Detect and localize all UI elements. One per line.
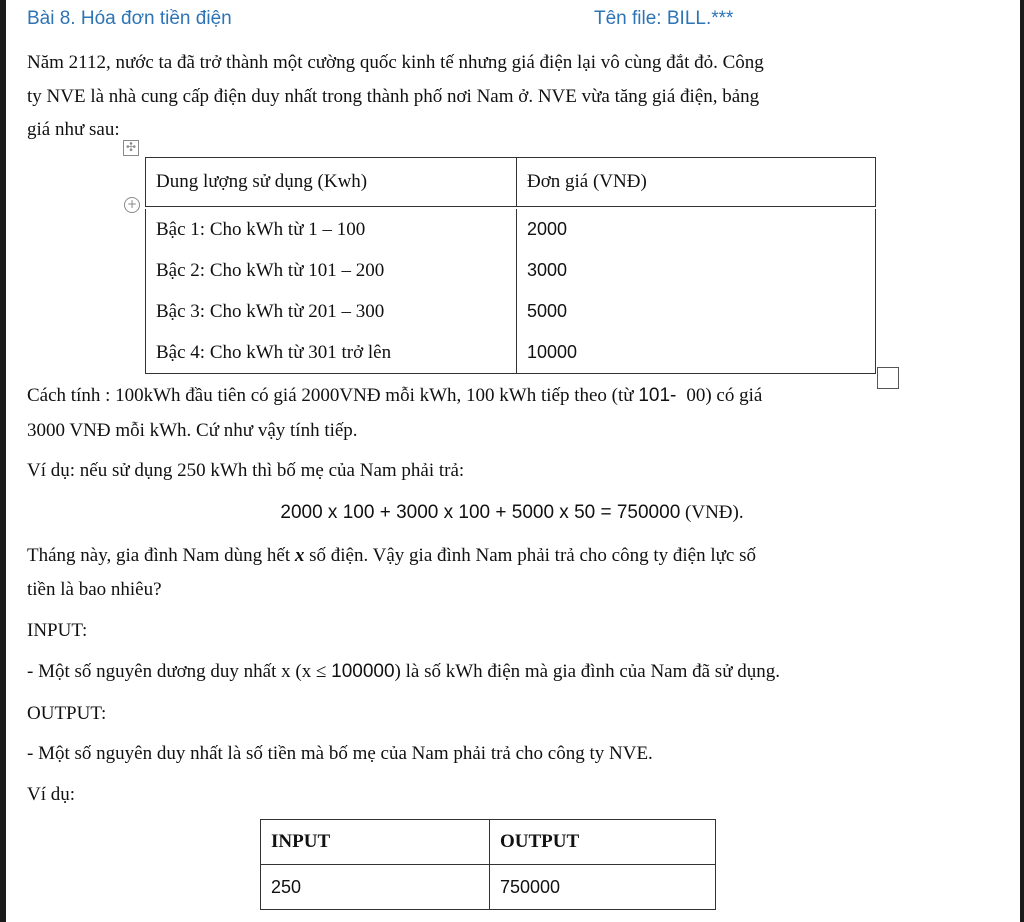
formula-expression: 2000 x 100 + 3000 x 100 + 5000 x 50 = 750000 — [280, 502, 681, 523]
right-border — [1020, 0, 1024, 922]
variable-x: x — [294, 545, 305, 566]
price-table — [145, 157, 876, 374]
move-handle-icon[interactable]: ✣ — [123, 140, 139, 156]
tier-label: Bậc 3: Cho kWh từ 201 – 300 — [146, 291, 517, 332]
calc-line-1 — [27, 379, 762, 413]
input-description: - Một số nguyên dương duy nhất x (x ≤ 100000) là số kWh điện mà gia đình của Nam đã sử dụng. — [27, 661, 781, 682]
question-line-2: tiền là bao nhiêu? — [27, 579, 162, 600]
sample-input-value: 250 — [261, 865, 490, 910]
sample-header-output: OUTPUT — [490, 820, 716, 865]
calc-text-c: 00) có giá — [686, 385, 763, 406]
tier-price: 2000 — [517, 209, 876, 250]
file-name: Tên file: BILL.*** — [594, 8, 734, 29]
sample-header-row — [261, 820, 716, 865]
output-description: - Một số nguyên duy nhất là số tiền mà bố mẹ của Nam phải trả cho công ty NVE. — [27, 743, 653, 764]
table-row — [261, 865, 716, 910]
header-price: Đơn giá (VNĐ) — [517, 158, 876, 207]
table-header-row — [146, 158, 876, 207]
tier-label: Bậc 2: Cho kWh từ 101 – 200 — [146, 250, 517, 291]
formula-unit: (VNĐ). — [680, 502, 744, 523]
tier-price: 5000 — [517, 291, 876, 332]
question-line-1: Tháng này, gia đình Nam dùng hết x số điện. Vậy gia đình Nam phải trả cho công ty điện lực số — [27, 545, 756, 566]
table-row — [146, 250, 876, 291]
intro-line-1: Năm 2112, nước ta đã trở thành một cường quốc kinh tế nhưng giá điện lại vô cùng đắt đỏ. Công — [27, 52, 764, 73]
table-row — [146, 291, 876, 332]
add-row-icon[interactable]: + — [124, 197, 140, 213]
table-row — [146, 332, 876, 374]
header-usage: Dung lượng sử dụng (Kwh) — [146, 158, 517, 207]
tier-price: 3000 — [517, 250, 876, 291]
example-formula — [0, 502, 1024, 524]
tier-label: Bậc 1: Cho kWh từ 1 – 100 — [146, 209, 517, 250]
sample-table — [260, 819, 716, 910]
problem-title: Bài 8. Hóa đơn tiền điện — [27, 8, 232, 29]
intro-line-3: giá như sau: — [27, 119, 120, 140]
calc-line-2: 3000 VNĐ mỗi kWh. Cứ như vậy tính tiếp. — [27, 420, 358, 441]
sample-label: Ví dụ: — [27, 784, 76, 805]
left-border — [0, 0, 6, 922]
sample-output-value: 750000 — [490, 865, 716, 910]
sample-header-input: INPUT — [261, 820, 490, 865]
calc-range-start: 101- — [638, 385, 677, 406]
calc-text-a: Cách tính : 100kWh đầu tiên có giá 2000VNĐ mỗi kWh, 100 kWh tiếp theo (từ — [27, 385, 639, 406]
input-label: INPUT: — [27, 620, 88, 641]
example-line: Ví dụ: nếu sử dụng 250 kWh thì bố mẹ của Nam phải trả: — [27, 460, 465, 481]
text-cursor-box[interactable] — [877, 367, 899, 389]
output-label: OUTPUT: — [27, 703, 107, 724]
intro-line-2: ty NVE là nhà cung cấp điện duy nhất trong thành phố nơi Nam ở. NVE vừa tăng giá điện, bảng — [27, 86, 760, 107]
tier-price: 10000 — [517, 332, 876, 374]
table-row — [146, 209, 876, 250]
tier-label: Bậc 4: Cho kWh từ 301 trở lên — [146, 332, 517, 374]
